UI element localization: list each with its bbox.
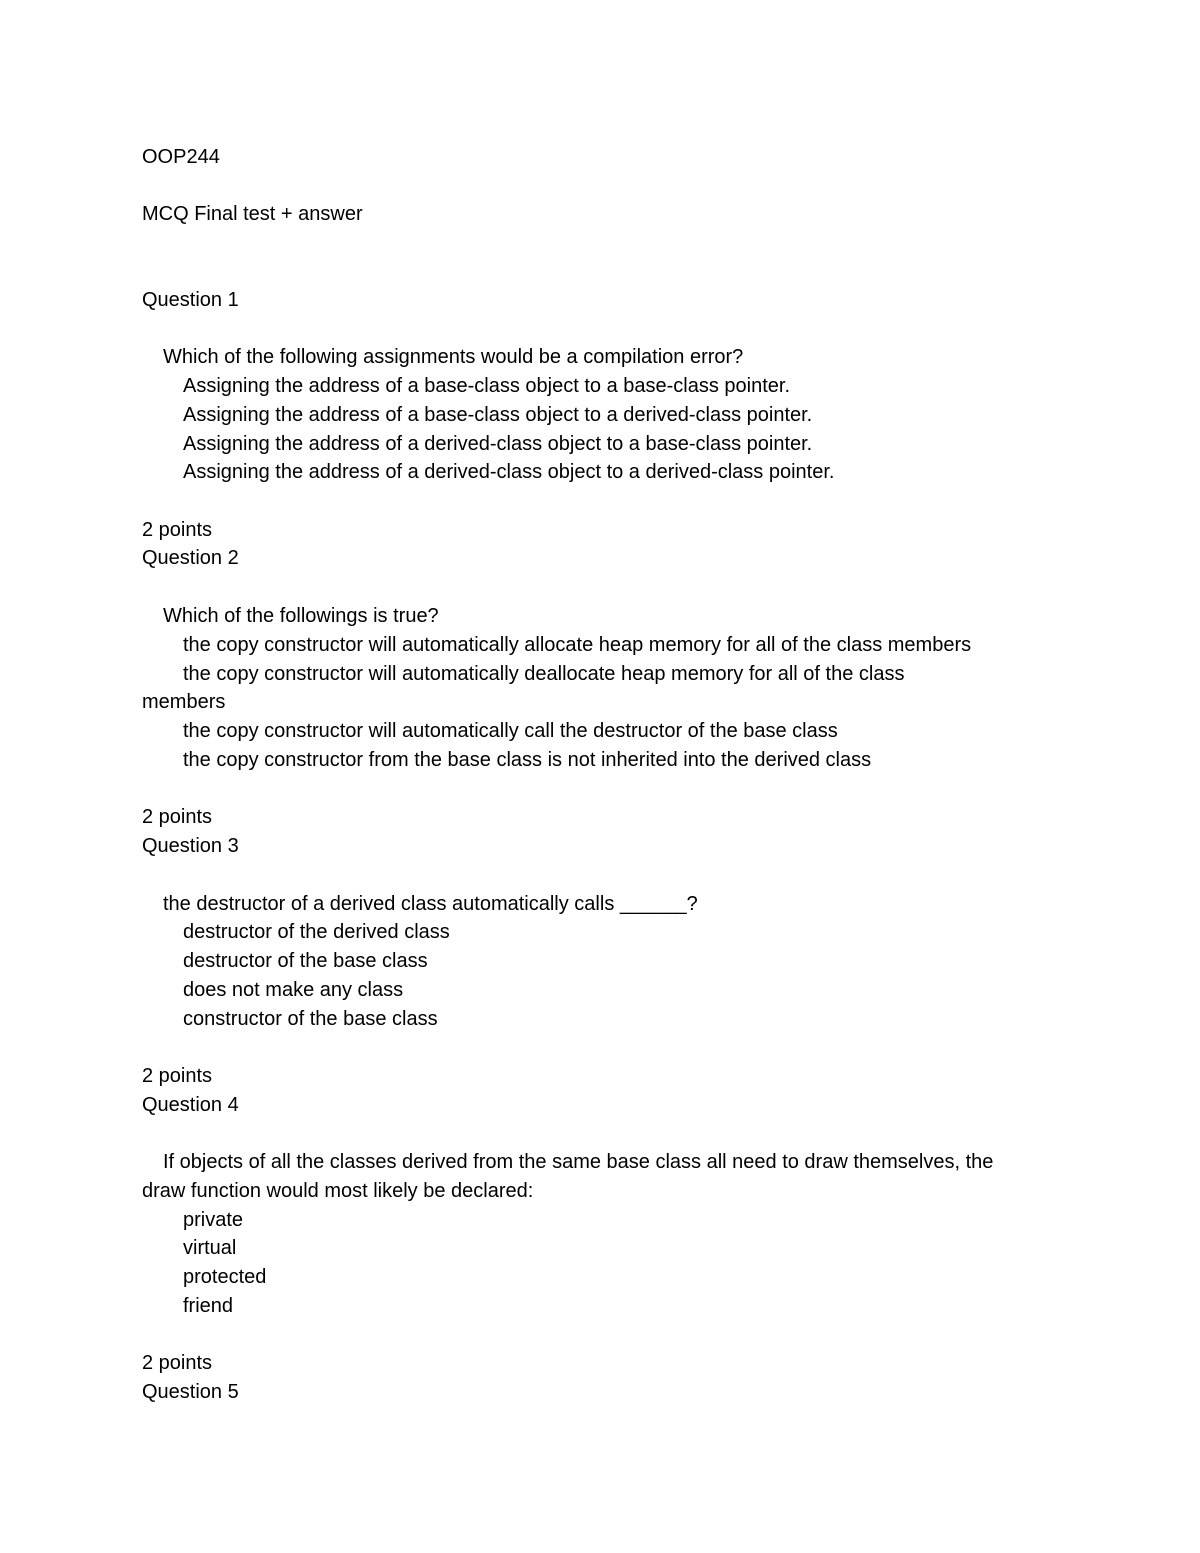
question-4-option-b[interactable]: virtual — [183, 1237, 237, 1259]
question-1-option-a[interactable]: Assigning the address of a base-class object to a base-class pointer. — [183, 375, 791, 397]
question-3-option-b[interactable]: destructor of the base class — [183, 950, 428, 972]
question-4-option-d[interactable]: friend — [183, 1295, 234, 1317]
question-5-label: Question 5 — [142, 1381, 239, 1403]
question-2-option-a[interactable]: the copy constructor will automatically allocate heap memory for all of the class members — [183, 634, 972, 656]
question-2-option-c[interactable]: the copy constructor will automatically call the destructor of the base class — [183, 720, 838, 742]
question-2-option-d[interactable]: the copy constructor from the base class is not inherited into the derived class — [183, 749, 872, 771]
document-title: MCQ Final test + answer — [142, 203, 363, 225]
document-page — [142, 0, 1072, 1553]
question-1-text: Which of the following assignments would be a compilation error? — [163, 346, 744, 368]
question-3-option-a[interactable]: destructor of the derived class — [183, 921, 450, 943]
question-5-points: 2 points — [142, 1352, 213, 1374]
question-4-text-wrap: draw function would most likely be declared: — [142, 1180, 534, 1202]
question-4-text: If objects of all the classes derived from the same base class all need to draw themselves, the — [163, 1151, 994, 1173]
question-3-option-d[interactable]: constructor of the base class — [183, 1008, 438, 1030]
question-4-option-a[interactable]: private — [183, 1209, 244, 1231]
question-2-label: Question 2 — [142, 547, 239, 569]
question-4-points: 2 points — [142, 1065, 213, 1087]
question-2-text: Which of the followings is true? — [163, 605, 439, 627]
question-2-option-b[interactable]: the copy constructor will automatically deallocate heap memory for all of the class — [183, 663, 905, 685]
question-3-label: Question 3 — [142, 835, 239, 857]
question-4-option-c[interactable]: protected — [183, 1266, 267, 1288]
question-4-label: Question 4 — [142, 1094, 239, 1116]
question-2-option-b-wrap: members — [142, 691, 226, 713]
question-1-option-b[interactable]: Assigning the address of a base-class object to a derived-class pointer. — [183, 404, 813, 426]
question-1-option-c[interactable]: Assigning the address of a derived-class object to a base-class pointer. — [183, 433, 813, 455]
question-3-text: the destructor of a derived class automatically calls ______? — [163, 893, 698, 915]
course-code: OOP244 — [142, 146, 220, 168]
question-3-option-c[interactable]: does not make any class — [183, 979, 404, 1001]
question-2-points: 2 points — [142, 519, 213, 541]
question-1-option-d[interactable]: Assigning the address of a derived-class object to a derived-class pointer. — [183, 461, 835, 483]
question-1-label: Question 1 — [142, 289, 239, 311]
question-3-points: 2 points — [142, 806, 213, 828]
